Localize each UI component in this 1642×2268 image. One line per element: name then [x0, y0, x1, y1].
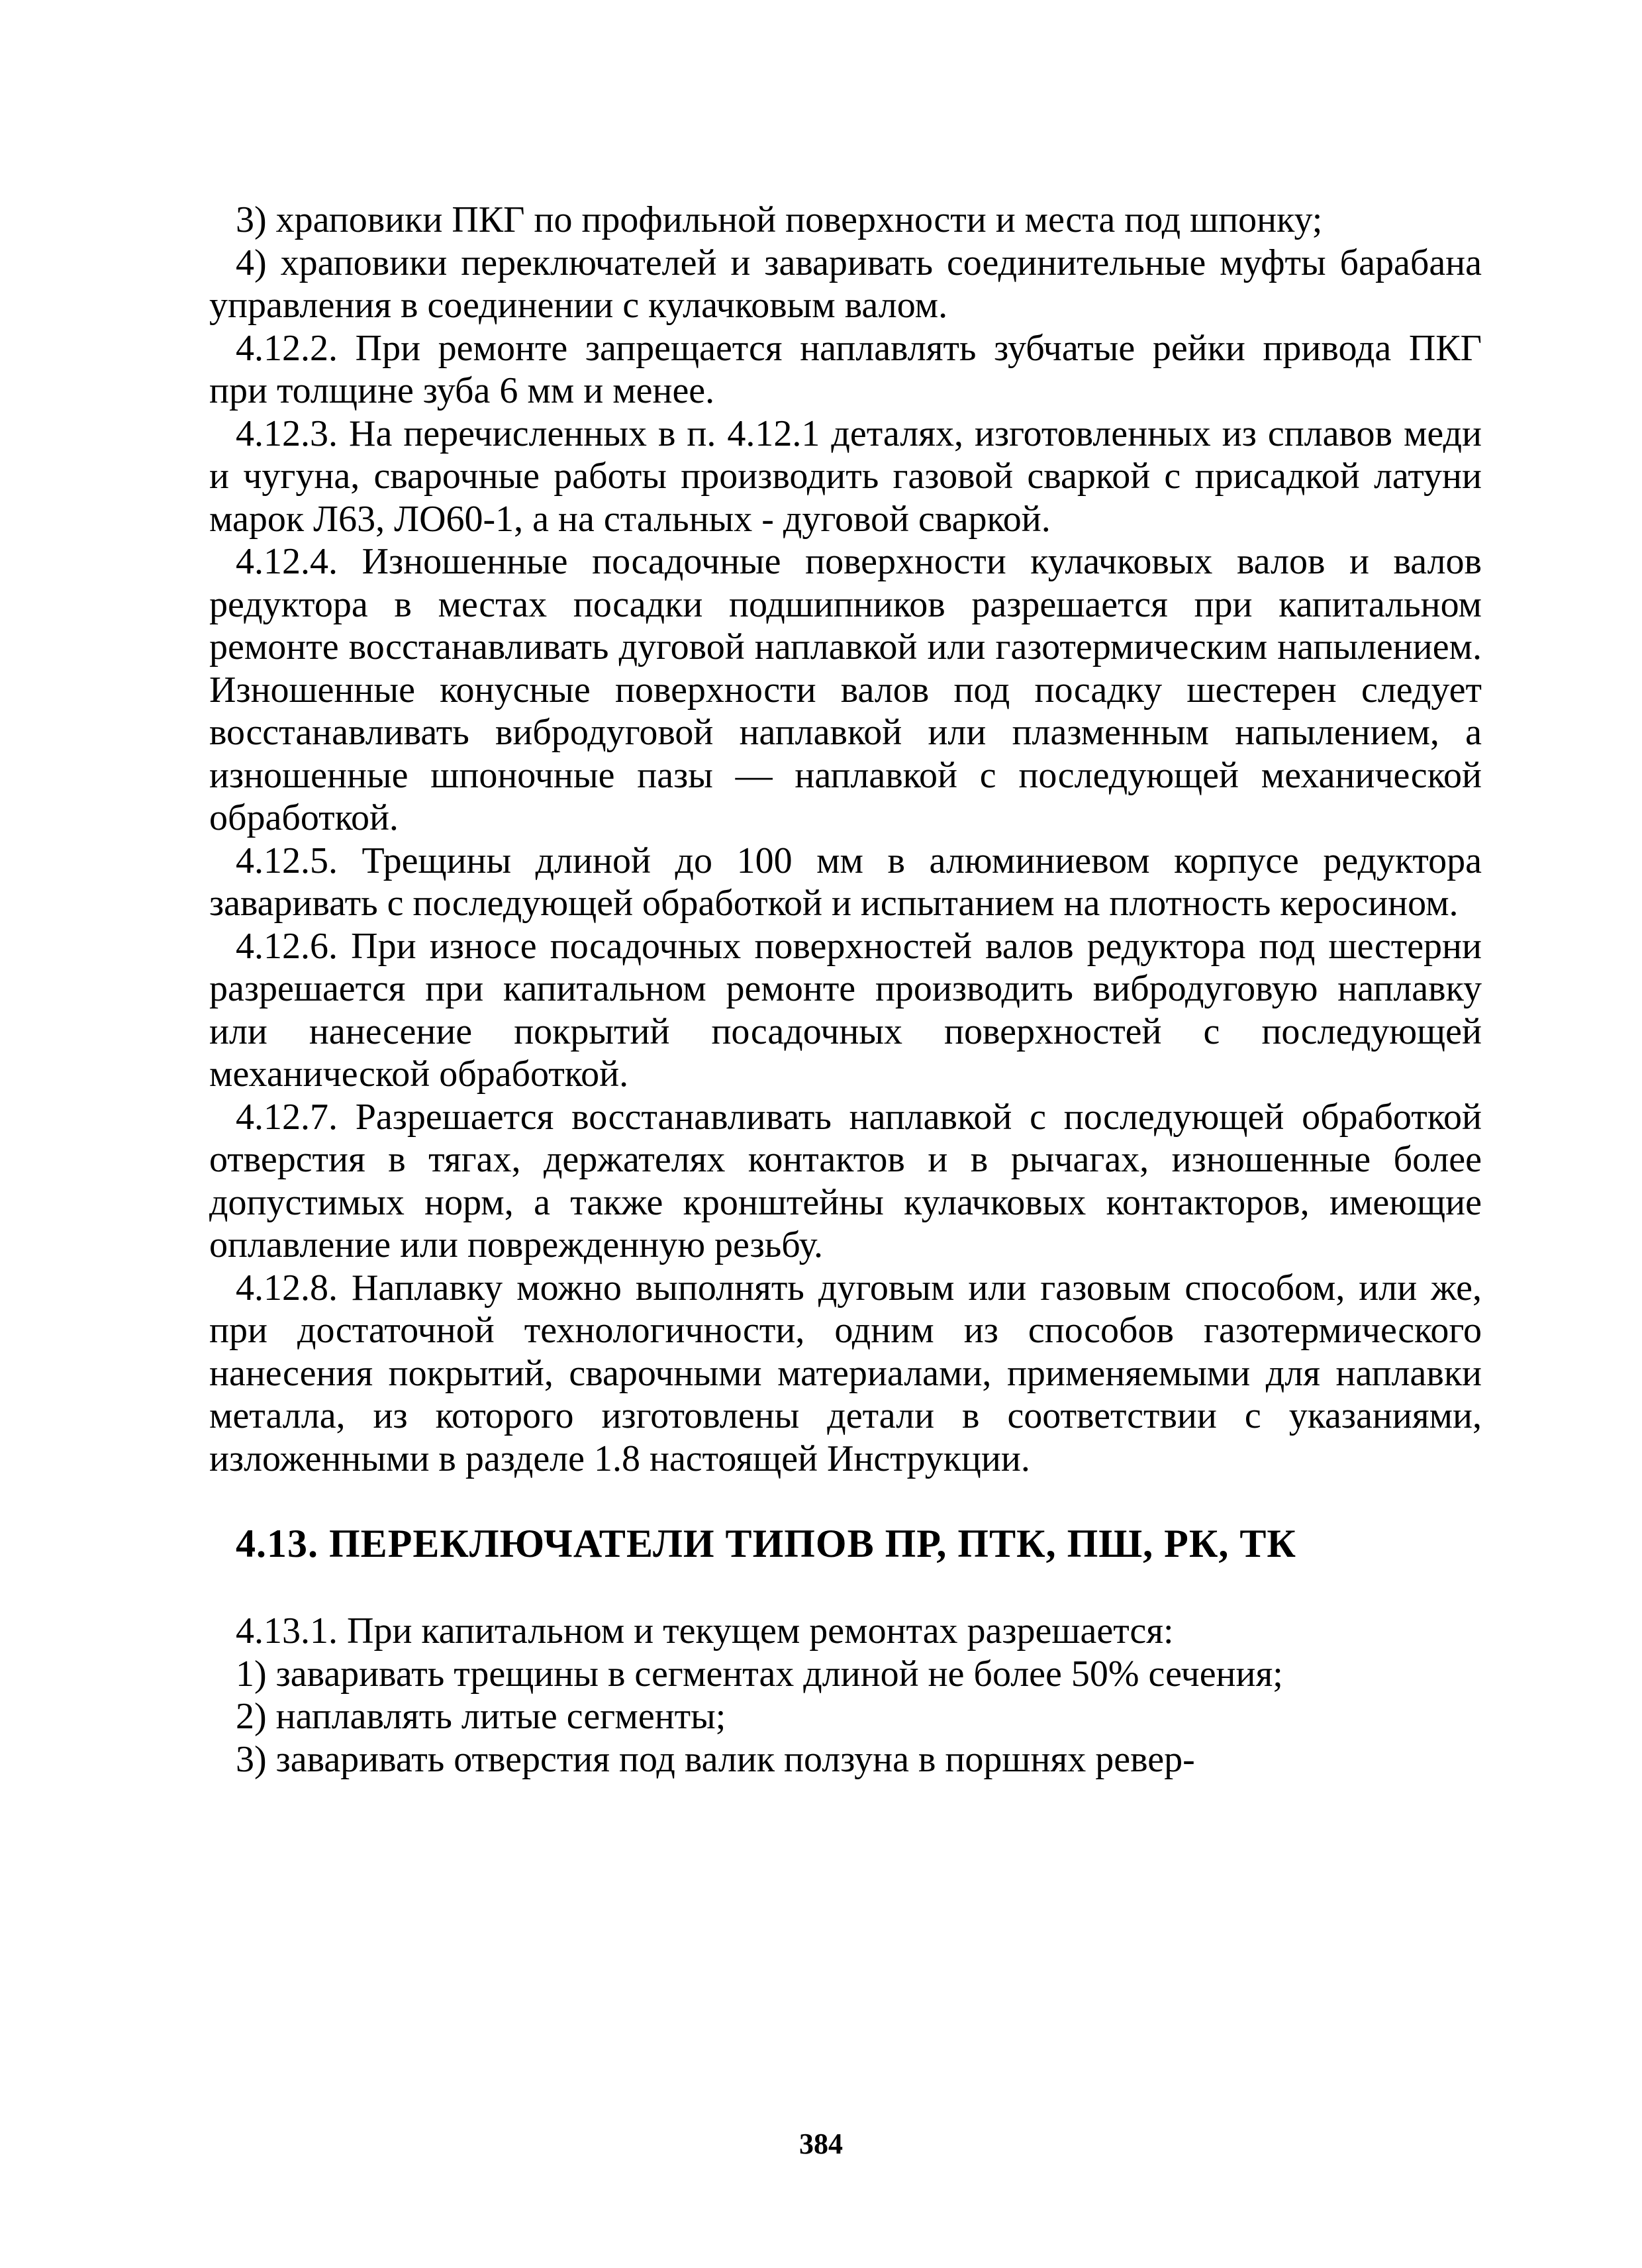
page-number: 384	[799, 2128, 843, 2160]
list-item-3: 3) заваривать отверстия под валик ползуна в поршнях ревер-	[236, 1738, 1195, 1780]
list-item-1: 1) заваривать трещины в сегментах длиной не более 50% сечения;	[236, 1653, 1283, 1695]
section-heading-4-13: 4.13. ПЕРЕКЛЮЧАТЕЛИ ТИПОВ ПР, ПТК, ПШ, РК, ТК	[236, 1522, 1296, 1565]
paragraph-ratchets-switches: 4) храповики переключателей и заваривать соединительные муфты барабана управления в соединении с кулачковым валом.	[209, 242, 1482, 326]
list-item-2: 2) наплавлять литые сегменты;	[236, 1696, 726, 1737]
paragraph-4-12-2: 4.12.2. При ремонте запрещается наплавлять зубчатые рейки привода ПКГ при толщине зуба 6 мм и менее.	[209, 327, 1482, 411]
paragraph-4-12-3: 4.12.3. На перечисленных в п. 4.12.1 деталях, изготовленных из сплавов меди и чугуна, сварочные работы производить газовой сваркой с присадкой латуни марок Л63, ЛО60-1, а на стальных - дуговой сваркой.	[209, 413, 1482, 540]
paragraph-ratchets-pkg: 3) храповики ПКГ по профильной поверхности и места под шпонку;	[236, 199, 1323, 240]
paragraph-4-12-8: 4.12.8. Наплавку можно выполнять дуговым или газовым способом, или же, при достаточной технологичности, одним из способов газотермического нанесения покрытий, сварочными материалами, применяемыми для наплавки металла, из которого изготовлены детали в соответствии с указаниями, изложенными в разделе 1.8 настоящей Инструкции.	[209, 1267, 1482, 1479]
paragraph-4-12-4: 4.12.4. Изношенные посадочные поверхности кулачковых валов и валов редуктора в местах посадки подшипников разрешается при капитальном ремонте восстанавливать дуговой наплавкой или газотермическим напылением. Изношенные конусные поверхности валов под посадку шестерен следует восстанавливать вибродуговой наплавкой или плазменным напылением, а изношенные шпоночные пазы — наплавкой с последующей механической обработкой.	[209, 541, 1482, 838]
paragraph-4-12-6: 4.12.6. При износе посадочных поверхностей валов редуктора под шестерни разрешается при капитальном ремонте производить вибродуговую наплавку или нанесение покрытий посадочных поверхностей с последующей механической обработкой.	[209, 925, 1482, 1095]
document-page	[209, 199, 1482, 1781]
paragraph-4-12-7: 4.12.7. Разрешается восстанавливать наплавкой с последующей обработкой отверстия в тягах, держателях контактов и в рычагах, изношенные более допустимых норм, а также кронштейны кулачковых контакторов, имеющие оплавление или поврежденную резьбу.	[209, 1096, 1482, 1265]
paragraph-4-13-1: 4.13.1. При капитальном и текущем ремонтах разрешается:	[236, 1610, 1174, 1652]
paragraph-4-12-5: 4.12.5. Трещины длиной до 100 мм в алюминиевом корпусе редуктора заваривать с последующей обработкой и испытанием на плотность керосином.	[209, 840, 1482, 924]
